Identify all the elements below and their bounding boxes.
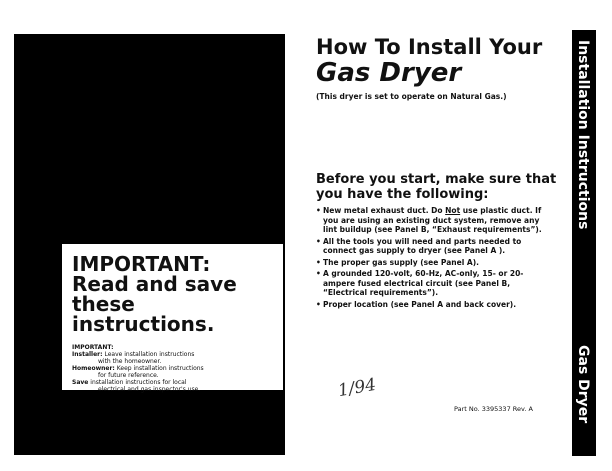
homeowner-text: Keep installation instructions	[116, 365, 204, 372]
installer-text-2: with the homeowner.	[98, 358, 162, 365]
checklist-item: • Proper location (see Panel A and back cover).	[316, 300, 551, 310]
important-heading-line2: Read and save	[72, 272, 237, 296]
installer-label: Installer:	[72, 351, 103, 358]
side-band-product: Gas Dryer	[575, 345, 591, 424]
important-notice-box	[61, 243, 284, 391]
homeowner-note	[72, 365, 275, 379]
title-line2: Gas Dryer	[316, 58, 462, 88]
title-line1: How To Install Your	[316, 35, 543, 59]
homeowner-label: Homeowner:	[72, 365, 115, 372]
installer-note	[72, 351, 275, 365]
save-note	[72, 379, 275, 393]
checklist-item: • The proper gas supply (see Panel A).	[316, 258, 551, 268]
checklist-item: • All the tools you will need and parts needed to connect gas supply to dryer (see Panel A ).	[316, 237, 551, 256]
handwritten-date: 1/94	[336, 374, 378, 402]
requirements-checklist	[316, 206, 551, 311]
installer-text: Leave installation instructions	[104, 351, 195, 358]
important-heading-line3: these instructions.	[72, 292, 215, 336]
homeowner-text-2: for future reference.	[98, 372, 159, 379]
part-number: Part No. 3395337 Rev. A	[454, 405, 533, 413]
save-text-2: electrical and gas inspector's use.	[98, 386, 201, 393]
important-sub-label: IMPORTANT:	[72, 344, 114, 351]
save-text: installation instructions for local	[90, 379, 187, 386]
checklist-item: • New metal exhaust duct. Do Not use plastic duct. If you are using an existing duct system, remove any lint buildup (see Panel B, “Exhaust requirements”).	[316, 206, 551, 235]
checklist-item: • A grounded 120-volt, 60-Hz, AC-only, 15- or 20-ampere fused electrical circuit (see Panel B, “Electrical requirements”).	[316, 269, 551, 298]
side-band-title: Installation Instructions	[575, 40, 591, 230]
title-subtitle: (This dryer is set to operate on Natural Gas.)	[316, 92, 507, 101]
save-label: Save	[72, 379, 89, 386]
important-heading-line1: IMPORTANT:	[72, 252, 211, 276]
before-you-start-heading: Before you start, make sure that you have the following:	[316, 172, 557, 202]
